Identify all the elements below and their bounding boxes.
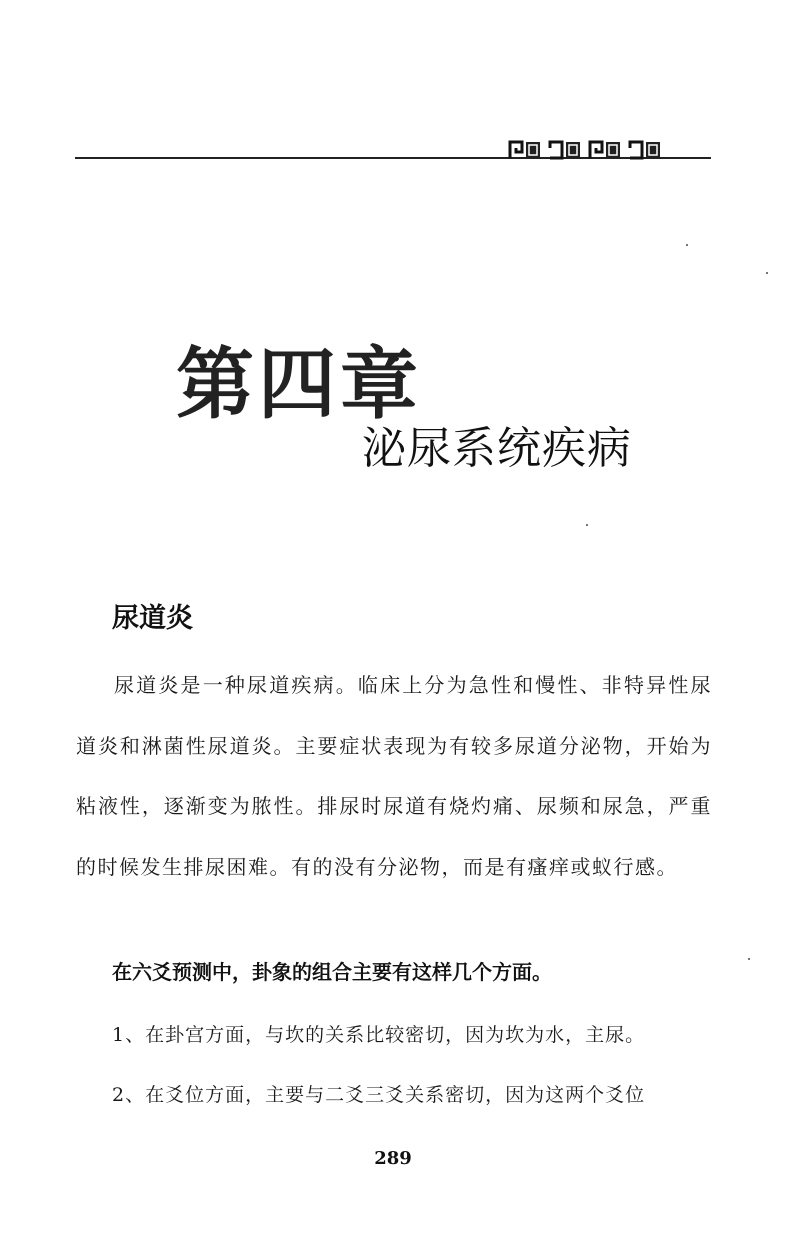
header-ornament xyxy=(508,140,662,160)
list-item: 2、在爻位方面，主要与二爻三爻关系密切，因为这两个爻位 xyxy=(112,1084,646,1106)
scan-speck xyxy=(748,958,750,960)
scan-speck xyxy=(766,272,768,274)
fret-ornament-icon xyxy=(588,140,622,160)
fret-ornament-icon xyxy=(508,140,542,160)
subheading: 在六爻预测中，卦象的组合主要有这样几个方面。 xyxy=(112,960,552,984)
fret-ornament-icon xyxy=(628,140,662,160)
page-number: 289 xyxy=(374,1148,412,1169)
list-item: 1、在卦宫方面，与坎的关系比较密切，因为坎为水，主尿。 xyxy=(112,1024,646,1046)
chapter-title: 泌尿系统疾病 xyxy=(362,423,632,474)
section-title: 尿道炎 xyxy=(112,603,193,634)
body-paragraph: 尿道炎是一种尿道疾病。临床上分为急性和慢性、非特异性尿道炎和淋菌性尿道炎。主要症状表现为有较多尿道分泌物，开始为粘液性，逐渐变为脓性。排尿时尿道有烧灼痛、尿频和尿急，严重的时候发生排尿困难。有的没有分泌物，而是有瘙痒或蚁行感。 xyxy=(76,673,712,879)
scan-speck xyxy=(586,524,588,526)
scan-speck xyxy=(686,244,688,246)
chapter-number: 第四章 xyxy=(176,339,423,430)
fret-ornament-icon xyxy=(548,140,582,160)
